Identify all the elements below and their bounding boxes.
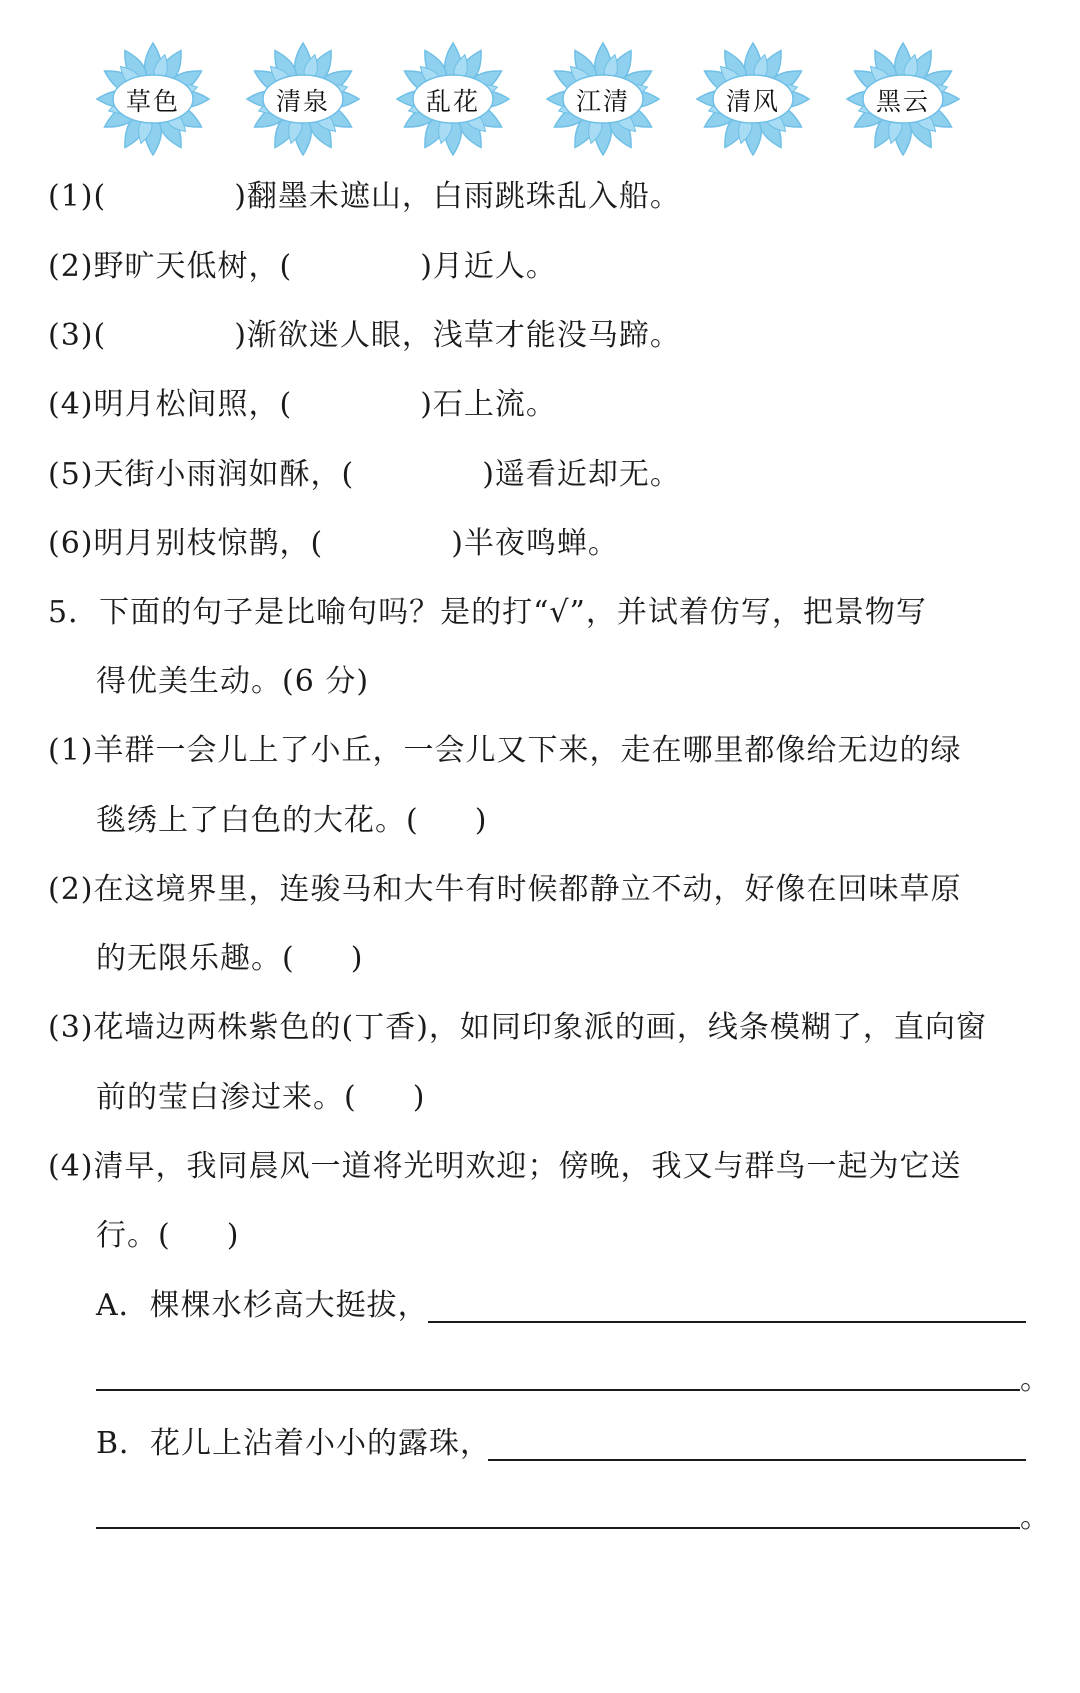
imitation-b-end: 。 [1020,1500,1050,1535]
word-bank [88,40,1048,160]
word-flower-4 [538,40,668,158]
word-bank-item: 乱花 [425,87,480,116]
sentence-3-line2: 前的莹白渗过来。( ) [96,1080,426,1115]
poem-line-6: (6)明月别枝惊鹊，( )半夜鸣蝉。 [48,526,619,561]
word-bank-item: 江清 [575,87,630,116]
word-flower-2 [238,40,368,158]
word-flower-1 [88,40,218,158]
word-bank-item: 清泉 [275,87,330,116]
sentence-2-line1: (2)在这境界里，连骏马和大牛有时候都静立不动，好像在回味草原 [48,872,962,907]
imitation-b-blank-1[interactable] [488,1459,1026,1461]
word-flower-6 [838,40,968,158]
word-bank-item: 草色 [125,87,180,116]
poem-line-4: (4)明月松间照，( )石上流。 [48,387,557,422]
poem-line-3: (3)( )渐欲迷人眼，浅草才能没马蹄。 [48,318,681,353]
question-5-title-cont: 得优美生动。(6 分) [96,664,370,699]
poem-line-1: (1)( )翻墨未遮山，白雨跳珠乱入船。 [48,179,681,214]
sentence-3-line1: (3)花墙边两株紫色的(丁香)，如同印象派的画，线条模糊了，直向窗 [48,1010,987,1045]
poem-line-2: (2)野旷天低树，( )月近人。 [48,249,557,284]
imitation-a-prompt: A．棵棵水杉高大挺拔， [96,1288,429,1323]
question-5-title: 5．下面的句子是比喻句吗？是的打“√”，并试着仿写，把景物写 [48,595,927,630]
sentence-4-line2: 行。( ) [96,1218,240,1253]
imitation-a-end: 。 [1020,1362,1050,1397]
word-bank-item: 清风 [725,87,780,116]
word-flower-3 [388,40,518,158]
sentence-1-line1: (1)羊群一会儿上了小丘，一会儿又下来，走在哪里都像给无边的绿 [48,733,962,768]
imitation-b-prompt: B．花儿上沾着小小的露珠， [96,1426,492,1461]
word-bank-item: 黑云 [875,87,930,116]
imitation-a-blank-1[interactable] [428,1321,1026,1323]
poem-line-5: (5)天街小雨润如酥，( )遥看近却无。 [48,457,681,492]
sentence-1-line2: 毯绣上了白色的大花。( ) [96,803,488,838]
sentence-2-line2: 的无限乐趣。( ) [96,941,364,976]
word-flower-5 [688,40,818,158]
imitation-b-blank-2[interactable] [96,1527,1020,1529]
sentence-4-line1: (4)清早，我同晨风一道将光明欢迎；傍晚，我又与群鸟一起为它送 [48,1149,962,1184]
imitation-a-blank-2[interactable] [96,1389,1020,1391]
